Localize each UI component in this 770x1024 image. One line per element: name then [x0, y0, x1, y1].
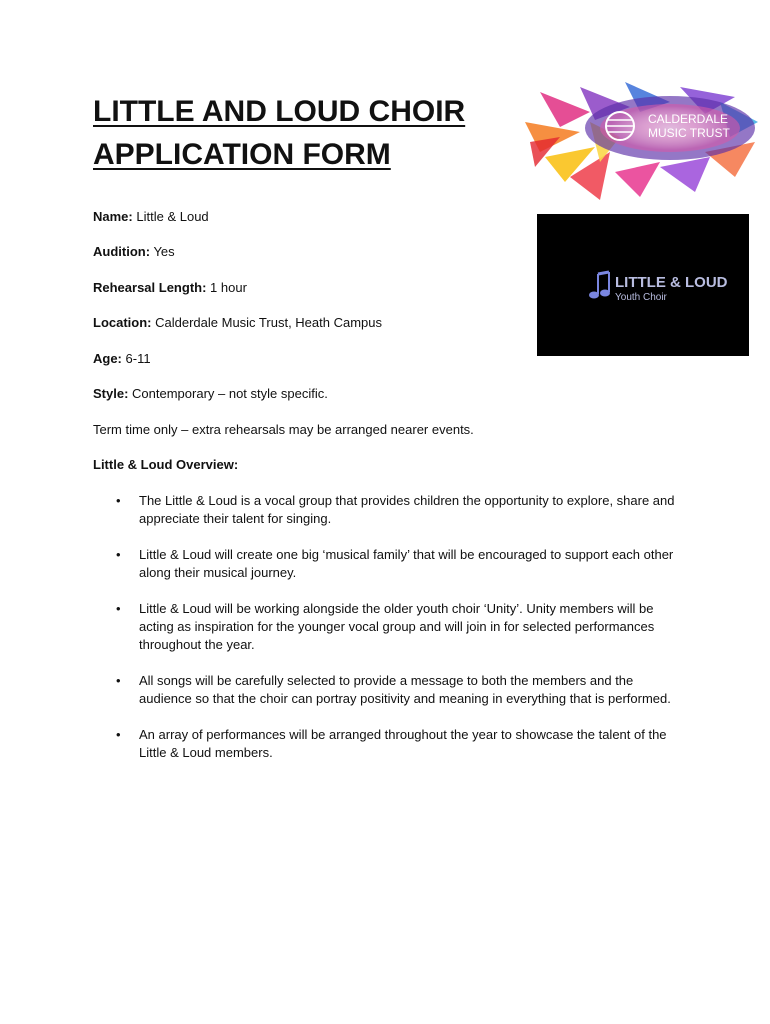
field-label: Age: — [93, 351, 122, 366]
bullet-icon: • — [116, 547, 121, 562]
bullet-icon: • — [116, 601, 121, 616]
list-item-text: An array of performances will be arranged throughout the year to showcase the talent of the Little & Loud members. — [139, 727, 667, 760]
field-value: 1 hour — [210, 280, 247, 295]
field-label: Audition: — [93, 244, 151, 259]
little-loud-logo-graphic — [537, 214, 749, 356]
list-item-text: All songs will be carefully selected to provide a message to both the members and the audience so that the choir can portray positivity and meaning in everything that is performed. — [139, 673, 671, 706]
overview-heading: Little & Loud Overview: — [93, 457, 239, 472]
bullet-icon: • — [116, 673, 121, 688]
list-item — [93, 546, 678, 582]
field-value: Little & Loud — [136, 209, 209, 224]
field-value: Yes — [153, 244, 175, 259]
bullet-icon: • — [116, 493, 121, 508]
field-value: 6-11 — [125, 351, 151, 366]
cmt-logo-line-1: CALDERDALE — [648, 112, 729, 126]
list-item — [93, 726, 678, 762]
list-item-text: The Little & Loud is a vocal group that provides children the opportunity to explore, share and appreciate their talent for singing. — [139, 493, 675, 526]
little-loud-logo-line-1: LITTLE & LOUD — [615, 274, 728, 291]
field-audition — [93, 244, 175, 260]
list-item — [93, 492, 678, 528]
field-value: Calderdale Music Trust, Heath Campus — [155, 315, 382, 330]
field-age — [93, 351, 151, 367]
calderdale-music-trust-logo — [520, 82, 758, 204]
field-rehearsal-length — [93, 280, 247, 296]
paint-splash-graphic — [525, 82, 758, 200]
list-item-text: Little & Loud will be working alongside the older youth choir ‘Unity’. Unity members will be acting as inspiration for the younger vocal group and will join in for selected performances throughout the year. — [139, 601, 655, 652]
little-loud-logo-line-2: Youth Choir — [615, 292, 667, 303]
field-style — [93, 386, 328, 402]
little-loud-logo — [537, 214, 749, 356]
field-name — [93, 209, 209, 225]
bullet-icon: • — [116, 727, 121, 742]
title-line-2: APPLICATION FORM — [93, 138, 391, 171]
list-item — [93, 672, 678, 708]
page-title — [93, 90, 513, 176]
music-note-icon — [589, 272, 610, 299]
term-note: Term time only – extra rehearsals may be arranged nearer events. — [93, 422, 474, 437]
overview-list — [93, 492, 678, 780]
title-line-1: LITTLE AND LOUD CHOIR — [93, 95, 466, 128]
field-label: Name: — [93, 209, 133, 224]
list-item-text: Little & Loud will create one big ‘musical family’ that will be encouraged to support each other along their musical journey. — [139, 547, 674, 580]
cmt-logo-line-2: MUSIC TRUST — [648, 126, 730, 140]
list-item — [93, 600, 678, 654]
field-value: Contemporary – not style specific. — [132, 386, 328, 401]
field-location — [93, 315, 382, 331]
field-label: Rehearsal Length: — [93, 280, 207, 295]
field-label: Location: — [93, 315, 152, 330]
field-label: Style: — [93, 386, 129, 401]
